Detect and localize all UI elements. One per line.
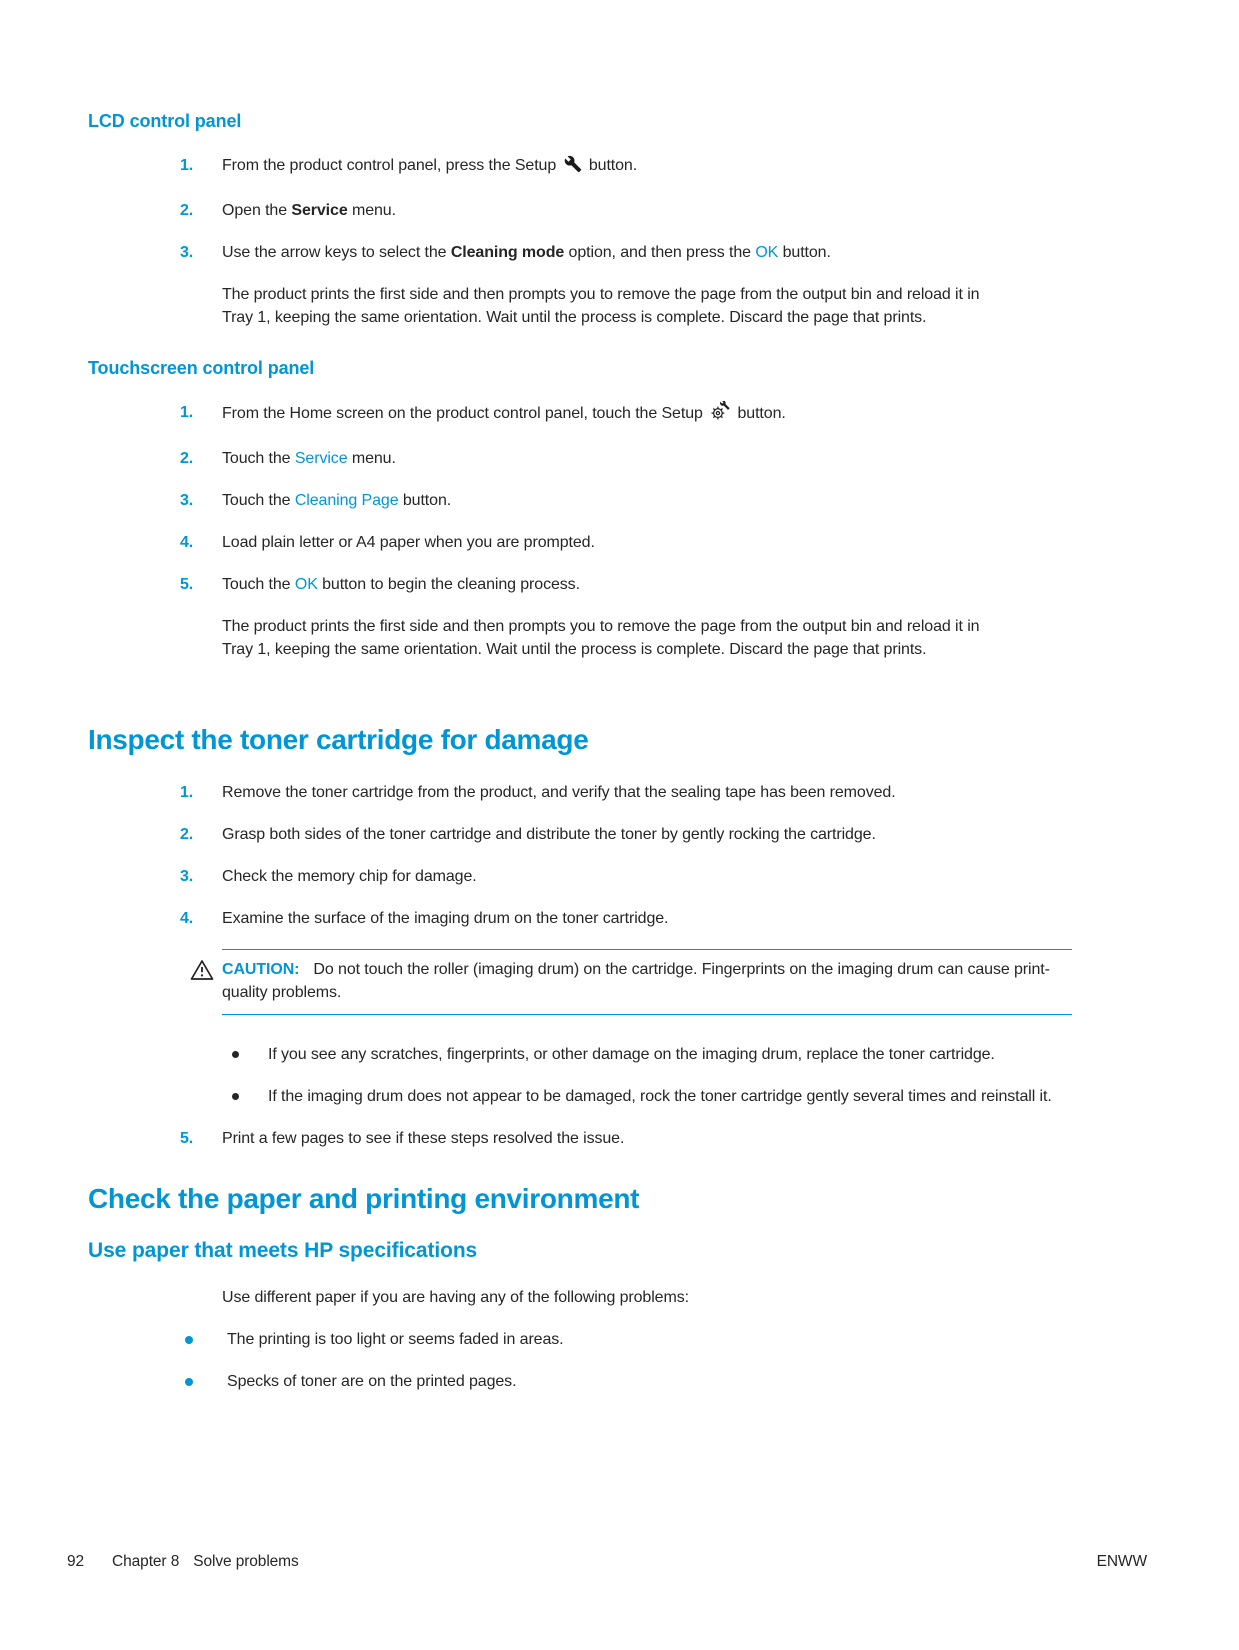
step-number: 3.	[180, 244, 194, 261]
step-text-part: button.	[778, 244, 831, 261]
step-text: Examine the surface of the imaging drum on the toner cartridge.	[222, 910, 669, 927]
step-text: Remove the toner cartridge from the product, and verify that the sealing tape has been removed.	[222, 784, 896, 801]
bullet-text: The printing is too light or seems faded in areas.	[227, 1331, 564, 1348]
step-number: 3.	[180, 868, 194, 885]
step-text-part: Touch the	[222, 576, 295, 593]
bullet-text: If you see any scratches, fingerprints, or other damage on the imaging drum, replace the toner cartridge.	[268, 1046, 995, 1063]
footer-chapter: Chapter 8	[112, 1553, 180, 1570]
list-item	[185, 1328, 1078, 1351]
heading-check-paper-environment: Check the paper and printing environment	[88, 1183, 640, 1214]
list-item	[180, 489, 1078, 512]
list-item	[180, 573, 1078, 596]
step-text-part: Touch the	[222, 450, 295, 467]
ui-label-bold: Cleaning mode	[450, 244, 565, 261]
heading-use-paper-hp-specs: Use paper that meets HP specifications	[88, 1239, 478, 1262]
step-text-part: Use the arrow keys to select the	[222, 244, 451, 261]
step-text	[222, 489, 1022, 512]
step-text-part: From the product control panel, press the Setup	[222, 157, 561, 174]
list-item	[232, 1043, 1078, 1066]
step-number: 1.	[180, 784, 194, 801]
ui-label-blue: OK	[294, 576, 318, 593]
step-text-part: button.	[733, 405, 786, 422]
page-number: 92	[67, 1553, 85, 1570]
step-number: 5.	[180, 576, 194, 593]
page-content	[88, 112, 1078, 1412]
list-item	[180, 865, 1078, 888]
bullet-text: Specks of toner are on the printed pages.	[227, 1373, 517, 1390]
page-footer	[67, 1553, 1147, 1571]
step-number: 2.	[180, 826, 194, 843]
footer-region: ENWW	[1096, 1553, 1147, 1570]
list-item	[180, 531, 1078, 554]
wrench-icon	[564, 155, 582, 180]
list-item	[180, 823, 1078, 846]
caution-note	[222, 949, 1072, 1015]
ui-label-blue: OK	[755, 244, 779, 261]
list-item	[180, 241, 1078, 264]
step-text	[222, 199, 1022, 222]
list-item	[185, 1370, 1078, 1393]
step-number: 3.	[180, 492, 194, 509]
step-text: Print a few pages to see if these steps resolved the issue.	[222, 1130, 625, 1147]
list-item	[180, 781, 1078, 804]
ui-label-blue: Service	[294, 450, 348, 467]
step-number: 1.	[180, 157, 194, 174]
ui-label-blue: Cleaning Page	[294, 492, 399, 509]
gear-wrench-icon	[710, 401, 730, 428]
list-item	[180, 447, 1078, 470]
step-number: 4.	[180, 534, 194, 551]
step-text-part: option, and then press the	[564, 244, 756, 261]
bullet-icon	[232, 1085, 268, 1108]
step-number: 2.	[180, 450, 194, 467]
step-text-part: Open the	[222, 202, 292, 219]
step-text-part: button.	[398, 492, 452, 509]
step-text	[222, 401, 1022, 428]
paragraph: The product prints the first side and then prompts you to remove the page from the output bin and reload it in Tray 1, keeping the same orientation. Wait until the process is complete. Discard the page that prints.	[222, 286, 980, 326]
warning-icon	[190, 959, 214, 981]
step-text-part: menu.	[347, 450, 396, 467]
list-item	[180, 1127, 1078, 1150]
bullet-icon	[185, 1370, 227, 1393]
caution-text: Do not touch the roller (imaging drum) on the cartridge. Fingerprints on the imaging drum can cause print-quality problems.	[222, 961, 1050, 1001]
step-text-part: button.	[584, 157, 638, 174]
step-text: Grasp both sides of the toner cartridge and distribute the toner by gently rocking the cartridge.	[222, 826, 876, 843]
list-item	[180, 907, 1078, 930]
caution-label: CAUTION:	[222, 961, 300, 978]
step-text-part: button to begin the cleaning process.	[317, 576, 580, 593]
paragraph: The product prints the first side and then prompts you to remove the page from the output bin and reload it in Tray 1, keeping the same orientation. Wait until the process is complete. Discard the page that prints.	[222, 618, 980, 658]
list-item	[180, 154, 1078, 180]
step-text	[222, 154, 1022, 180]
list-item	[232, 1085, 1078, 1108]
bullet-text: If the imaging drum does not appear to be damaged, rock the toner cartridge gently several times and reinstall it.	[268, 1088, 1052, 1105]
step-number: 2.	[180, 202, 194, 219]
step-text	[222, 447, 1022, 470]
heading-touchscreen-control-panel: Touchscreen control panel	[88, 358, 315, 378]
step-number: 4.	[180, 910, 194, 927]
step-text-part: From the Home screen on the product control panel, touch the Setup	[222, 405, 708, 422]
bullet-icon	[232, 1043, 268, 1066]
step-text: Load plain letter or A4 paper when you are prompted.	[222, 534, 595, 551]
step-text-part: menu.	[347, 202, 396, 219]
step-text	[222, 573, 1022, 596]
heading-inspect-toner-cartridge: Inspect the toner cartridge for damage	[88, 724, 589, 755]
bullet-icon	[185, 1328, 227, 1351]
list-item	[180, 199, 1078, 222]
ui-label-bold: Service	[291, 202, 348, 219]
heading-lcd-control-panel: LCD control panel	[88, 111, 242, 131]
list-item	[180, 401, 1078, 428]
step-number: 5.	[180, 1130, 194, 1147]
step-text: Check the memory chip for damage.	[222, 868, 477, 885]
step-number: 1.	[180, 404, 194, 421]
step-text-part: Touch the	[222, 492, 295, 509]
footer-section: Solve problems	[193, 1553, 299, 1570]
paragraph: Use different paper if you are having any of the following problems:	[222, 1289, 689, 1306]
step-text	[222, 241, 1022, 264]
